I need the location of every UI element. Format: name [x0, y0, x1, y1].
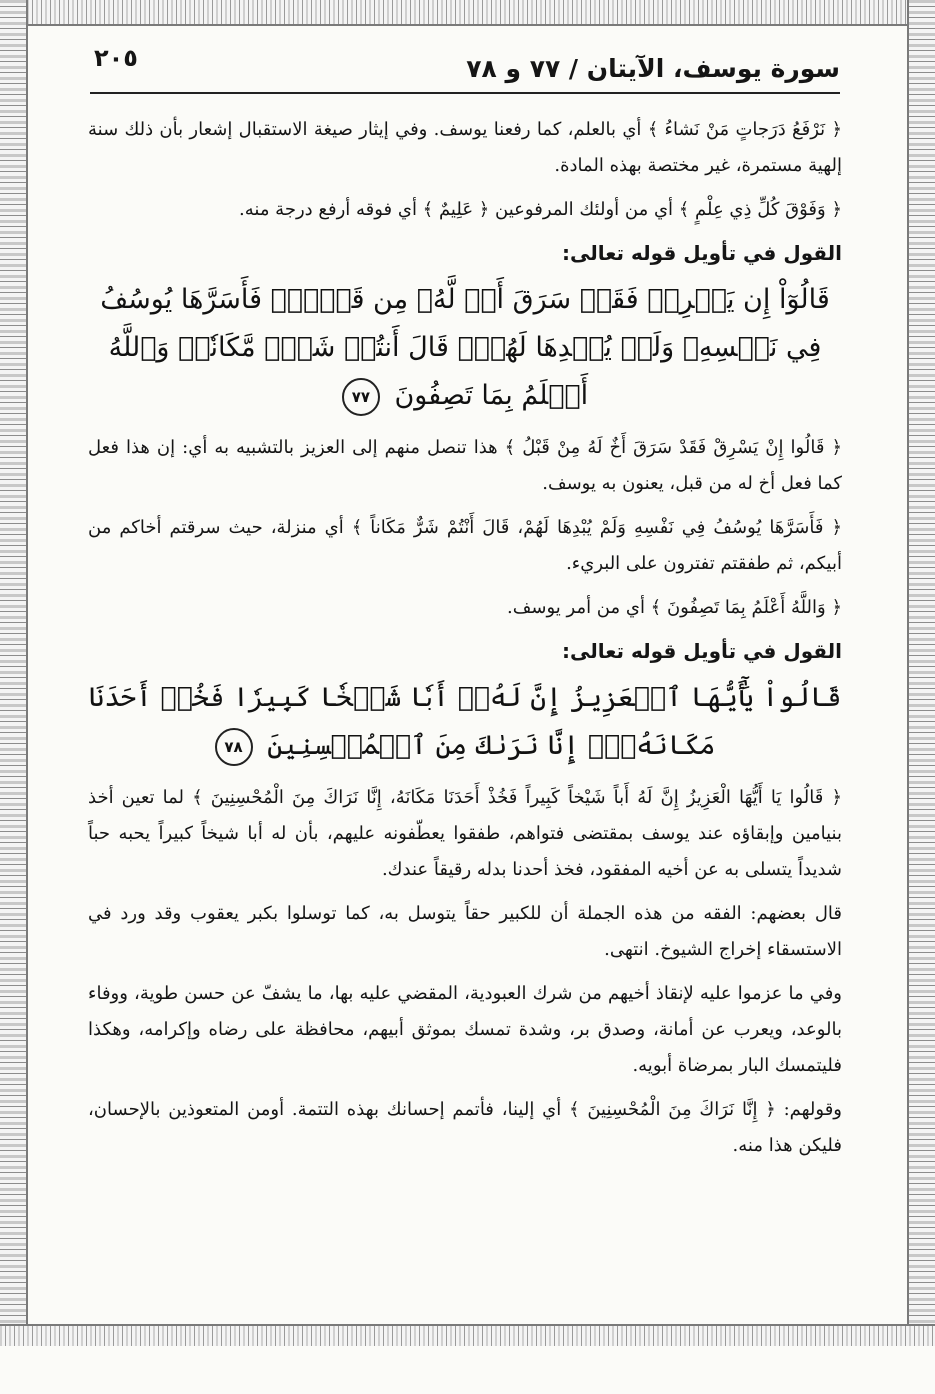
paragraph: ﴿ قَالُوا يَا أَيُّهَا الْعَزِيزُ إِنَّ لَهُ أَباً شَيْخاً كَبِيراً فَخُذْ أَحَدَنَا مَكَانَهُ، إِنَّا نَرَاكَ مِنَ الْمُحْسِنِينَ ﴾ لما تعين أخذ بنيامين وإبقاؤه عند يوسف بمقتضى فتواهم، طفقوا يعطّفونه عليهم، بأن له أبا شيخاً كبيراً يحبه حباً شديداً يتسلى به عن أخيه المفقود، فخذ أحدنا بدله رقيقاً عندك. [88, 787, 842, 880]
paragraph: وقولهم: ﴿ إِنَّا نَرَاكَ مِنَ الْمُحْسِنِينَ ﴾ أي إلينا، فأتمم إحسانك بهذه التتمة. أومن المتعوذين بالإحسان، فليكن هذا منه. [88, 1099, 842, 1156]
paragraph: ﴿ وَاللَّهُ أَعْلَمُ بِمَا تَصِفُونَ ﴾ أي من أمر يوسف. [507, 597, 842, 618]
page-header [90, 42, 840, 94]
paragraph: قال بعضهم: الفقه من هذه الجملة أن للكبير حقاً يتوسل به، كما توسلوا بكبر يعقوب وقد ورد في الاستسقاء إخراج الشيوخ. انتهى. [88, 903, 842, 960]
section-heading: القول في تأويل قوله تعالى: [562, 639, 842, 663]
running-title: سورة يوسف، الآيتان / ٧٧ و ٧٨ [466, 54, 840, 83]
decorative-border-left [0, 0, 28, 1346]
quran-verse-78 [88, 674, 842, 770]
paragraph: وفي ما عزموا عليه لإنقاذ أخيهم من شرك العبودية، المقضي عليه بها، ما يشفّ عن حسن طوية، ووفاء بالوعد، ويعرب عن أمانة، وصدق بر، وشدة تمسك بموثق أبيهم، محافظة على رضاه وإكرامه، وهكذا فليتمسك البار بمرضاة أبويه. [88, 983, 842, 1076]
decorative-border-bottom [0, 1324, 935, 1346]
quran-verse-77 [88, 276, 842, 420]
page-number: ٢٠٥ [94, 44, 138, 72]
verse-number-badge: ٧٧ [342, 378, 380, 416]
verse-number-badge: ٧٨ [215, 728, 253, 766]
paragraph: ﴿ قَالُوا إِنْ يَسْرِقْ فَقَدْ سَرَقَ أَخٌ لَهُ مِنْ قَبْلُ ﴾ هذا تنصل منهم إلى العزيز بالتشبيه به أي: إن هذا فعل كما فعل أخ له من قبل، يعنون به يوسف. [88, 437, 842, 494]
paragraph: ﴿ نَرْفَعُ دَرَجاتٍ مَنْ نَشاءُ ﴾ أي بالعلم، كما رفعنا يوسف. وفي إيثار صيغة الاستقبال إشعار بأن ذلك سنة إلهية مستمرة، غير مختصة بهذه المادة. [88, 119, 842, 176]
paragraph: ﴿ فَأَسَرَّهَا يُوسُفُ فِي نَفْسِهِ وَلَمْ يُبْدِهَا لَهُمْ، قَالَ أَنْتُمْ شَرٌّ مَكَاناً ﴾ أي منزلة، حيث سرقتم أخاكم من أبيكم، ثم طفقتم تفترون على البريء. [88, 517, 842, 574]
verse-text: قَالُواْ يَٰٓأَيُّهَا ٱلۡعَزِيزُ إِنَّ لَهُۥٓ أَبٗا شَيۡخٗا كَبِيرٗا فَخُذۡ أَحَدَنَا مَكَانَهُۥٓۖ إِنَّا نَرَىٰكَ مِنَ ٱلۡمُحۡسِنِينَ [88, 682, 842, 761]
section-heading: القول في تأويل قوله تعالى: [562, 241, 842, 265]
decorative-border-right [907, 0, 935, 1346]
decorative-border-top [0, 0, 935, 26]
page-body [88, 112, 842, 1172]
paragraph: ﴿ وَفَوْقَ كُلِّ ذِي عِلْمٍ ﴾ أي من أولئك المرفوعين ﴿ عَلِيمٌ ﴾ أي فوقه أرفع درجة منه. [239, 199, 842, 220]
verse-text: قَالُوٓاْ إِن يَسۡرِقۡ فَقَدۡ سَرَقَ أَخٞ لَّهُۥ مِن قَبۡلُۚ فَأَسَرَّهَا يُوسُفُ فِي نَفۡسِهِۦ وَلَمۡ يُبۡدِهَا لَهُمۡۚ قَالَ أَنتُمۡ شَرّٞ مَّكَانٗاۖ وَٱللَّهُ أَعۡلَمُ بِمَا تَصِفُونَ [100, 284, 830, 411]
